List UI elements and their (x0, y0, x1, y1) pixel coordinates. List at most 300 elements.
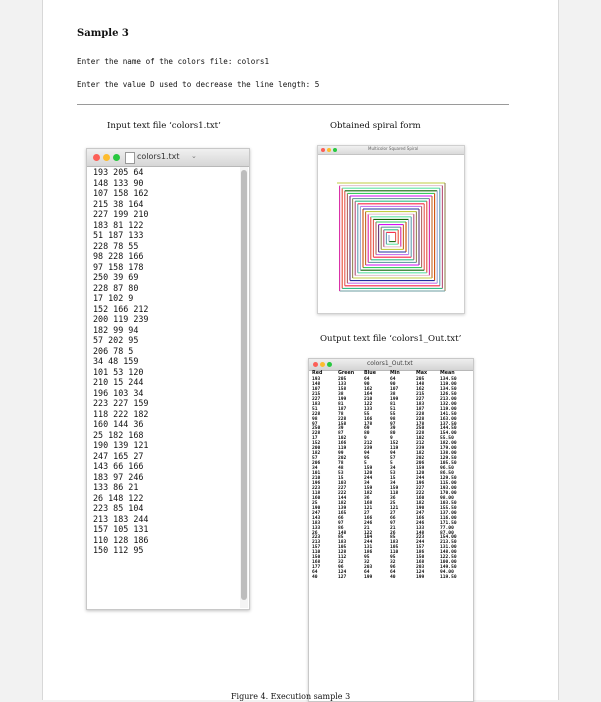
table-cell: 141.50 (440, 411, 457, 417)
table-cell: 119.00 (440, 381, 457, 387)
table-cell: 227 (338, 485, 347, 491)
table-cell: 55.50 (440, 436, 454, 442)
table-cell: 183 (312, 401, 321, 407)
table-cell: 86.50 (440, 471, 454, 477)
table-cell: 133 (312, 525, 321, 531)
table-cell: 247 (416, 510, 425, 516)
table-cell: 168 (364, 500, 373, 506)
file-line: 223 227 159 (93, 398, 149, 408)
table-cell: 40 (390, 575, 396, 581)
table-cell: 119.00 (440, 406, 457, 412)
table-cell: 162 (416, 386, 425, 392)
table-cell: 116.00 (440, 515, 457, 521)
file-line: 182 99 94 (93, 324, 139, 335)
table-cell: 32 (364, 560, 370, 566)
table-cell: 97 (312, 421, 318, 427)
file-line: 183 81 122 (93, 219, 144, 230)
table-cell: 66 (338, 515, 344, 521)
file-line: 152 166 212 (93, 303, 149, 314)
table-cell: 115.00 (440, 480, 457, 486)
table-cell: 55 (390, 411, 396, 417)
minimize-window-button[interactable] (327, 148, 331, 152)
table-cell: 203 (364, 565, 373, 571)
table-cell: 105.50 (440, 461, 457, 467)
table-cell: 193 (312, 376, 321, 382)
table-cell: 78 (338, 461, 344, 467)
table-cell: 120 (416, 471, 425, 477)
column-header: Max (416, 371, 428, 376)
file-line: 210 15 244 (93, 377, 144, 387)
table-cell: 159 (390, 485, 399, 491)
table-cell: 186 (364, 550, 373, 556)
table-cell: 215 (416, 391, 425, 397)
table-cell: 178 (364, 421, 373, 427)
chevron-down-icon[interactable]: ⌄ (191, 152, 197, 160)
file-line: 143 66 166 (93, 461, 144, 471)
table-cell: 152 (312, 441, 321, 447)
table-cell: 96 (338, 565, 344, 571)
table-cell: 124 (338, 570, 347, 576)
table-cell: 101 (312, 471, 321, 477)
table-cell: 193.00 (440, 485, 457, 491)
table-cell: 186 (416, 550, 425, 556)
table-cell: 223 (416, 535, 425, 541)
table-cell: 131.00 (440, 545, 457, 551)
file-line: 148 133 90 (93, 177, 144, 188)
prompt-line-decrease-value: Enter the value D used to decrease the line length: 5 (77, 80, 320, 89)
output-window-title: colors1_Out.txt (367, 360, 413, 367)
table-cell: 32 (338, 560, 344, 566)
file-line: 183 97 246 (93, 471, 144, 482)
table-cell: 121 (390, 505, 399, 511)
file-line: 25 182 168 (93, 429, 144, 440)
table-cell: 112 (338, 555, 347, 561)
table-cell: 158 (338, 421, 347, 427)
table-cell: 206 (312, 461, 321, 467)
input-file-window (86, 148, 250, 610)
output-window-titlebar (309, 359, 473, 371)
close-window-button[interactable] (93, 154, 100, 161)
table-cell: 244 (416, 540, 425, 546)
table-cell: 166 (416, 515, 425, 521)
table-cell: 81 (338, 401, 344, 407)
table-cell: 32 (390, 560, 396, 566)
file-line: 17 102 9 (93, 293, 134, 303)
table-cell: 163.00 (440, 416, 457, 422)
table-cell: 199 (364, 575, 373, 581)
table-cell: 196 (416, 480, 425, 486)
table-cell: 121 (364, 505, 373, 511)
table-cell: 39 (338, 426, 344, 432)
table-cell: 80 (364, 431, 370, 437)
table-cell: 129.50 (440, 456, 457, 462)
table-cell: 132.00 (440, 401, 457, 407)
table-cell: 223 (312, 485, 321, 491)
table-cell: 246 (416, 520, 425, 526)
table-cell: 51 (312, 406, 318, 412)
zoom-window-button[interactable] (113, 154, 120, 161)
table-cell: 57 (390, 456, 396, 462)
table-cell: 139 (338, 505, 347, 511)
file-line: 228 78 55 (93, 240, 139, 251)
column-header: Mean (440, 371, 455, 376)
table-cell: 131 (364, 545, 373, 551)
table-cell: 206 (416, 461, 425, 467)
table-cell: 179.00 (440, 446, 457, 452)
table-cell: 244 (364, 540, 373, 546)
input-window-title: colors1.txt (137, 152, 180, 161)
table-cell: 183 (338, 540, 347, 546)
table-cell: 55 (364, 411, 370, 417)
spiral-window-titlebar (318, 146, 464, 155)
table-cell: 244 (364, 476, 373, 482)
table-cell: 34 (364, 480, 370, 486)
table-cell: 157 (312, 545, 321, 551)
column-header: Min (390, 371, 400, 376)
table-cell: 199 (338, 396, 347, 402)
sample-title: Sample 3 (77, 28, 129, 39)
table-cell: 94 (390, 451, 396, 457)
table-cell: 190 (312, 505, 321, 511)
heading-input-file: Input text file ‘colors1.txt’ (107, 121, 221, 131)
file-line: 107 158 162 (93, 188, 149, 198)
table-cell: 154.00 (440, 431, 457, 437)
table-cell: 87.00 (440, 530, 454, 536)
table-cell: 25 (390, 500, 396, 506)
table-cell: 119 (338, 446, 347, 452)
table-cell: 187 (338, 406, 347, 412)
document-page (42, 0, 559, 700)
table-cell: 137.50 (440, 421, 457, 427)
table-cell: 34 (390, 480, 396, 486)
table-cell: 21 (364, 525, 370, 531)
table-cell: 203 (416, 565, 425, 571)
table-cell: 98 (390, 416, 396, 422)
table-cell: 228 (312, 411, 321, 417)
table-cell: 118 (312, 490, 321, 496)
file-line: 26 148 122 (93, 492, 144, 503)
table-cell: 102 (416, 436, 425, 442)
table-cell: 57 (312, 456, 318, 462)
file-line: 215 38 164 (93, 198, 144, 209)
table-cell: 182 (416, 451, 425, 457)
table-cell: 210 (312, 476, 321, 482)
table-cell: 122.50 (440, 555, 457, 561)
table-cell: 157 (416, 545, 425, 551)
table-cell: 26 (390, 530, 396, 536)
table-cell: 64 (364, 376, 370, 382)
table-cell: 21 (390, 525, 396, 531)
table-cell: 53 (390, 471, 396, 477)
table-cell: 48 (338, 466, 344, 472)
table-cell: 250 (416, 426, 425, 432)
table-cell: 228 (416, 411, 425, 417)
table-cell: 15 (338, 476, 344, 482)
table-cell: 36 (390, 495, 396, 501)
file-line: 247 165 27 (93, 450, 144, 461)
table-cell: 66 (390, 515, 396, 521)
table-cell: 182 (312, 451, 321, 457)
table-cell: 94 (364, 451, 370, 457)
document-icon (125, 152, 135, 164)
table-cell: 133 (364, 406, 373, 412)
table-cell: 159 (416, 466, 425, 472)
table-cell: 205 (338, 376, 347, 382)
table-cell: 228 (416, 416, 425, 422)
table-cell: 158 (338, 386, 347, 392)
table-cell: 80 (390, 431, 396, 437)
output-table (312, 372, 466, 581)
table-cell: 119.50 (440, 575, 457, 581)
table-cell: 122 (364, 401, 373, 407)
table-cell: 126.50 (440, 391, 457, 397)
table-cell: 15 (390, 476, 396, 482)
table-cell: 87 (338, 431, 344, 437)
table-cell: 212 (416, 441, 425, 447)
table-cell: 222 (338, 490, 347, 496)
prompt-line-colors-file: Enter the name of the colors file: colors1 (77, 57, 270, 66)
table-cell: 183 (312, 520, 321, 526)
table-cell: 118 (390, 490, 399, 496)
heading-output-file: Output text file ‘colors1_Out.txt’ (320, 334, 462, 344)
table-cell: 168 (312, 560, 321, 566)
table-cell: 127 (338, 575, 347, 581)
table-cell: 81 (390, 401, 396, 407)
table-cell: 27 (390, 510, 396, 516)
table-cell: 227 (312, 396, 321, 402)
table-cell: 166 (364, 416, 373, 422)
table-cell: 246 (364, 520, 373, 526)
table-cell: 105 (338, 545, 347, 551)
table-cell: 202 (416, 456, 425, 462)
table-cell: 64 (312, 570, 318, 576)
table-cell: 223 (312, 535, 321, 541)
table-cell: 133 (338, 381, 347, 387)
close-window-button[interactable] (313, 362, 318, 367)
table-cell: 95 (364, 555, 370, 561)
table-cell: 155.50 (440, 505, 457, 511)
file-line: 34 48 159 (93, 356, 139, 366)
figure-caption: Figure 4. Execution sample 3 (231, 692, 351, 701)
table-cell: 166 (364, 515, 373, 521)
table-cell: 5 (364, 461, 367, 467)
table-cell: 77.00 (440, 525, 454, 531)
table-cell: 199 (390, 396, 399, 402)
table-cell: 97 (338, 520, 344, 526)
table-cell: 222 (416, 490, 425, 496)
table-cell: 213.50 (440, 540, 457, 546)
table-cell: 244 (416, 476, 425, 482)
file-line: 193 205 64 (93, 167, 144, 177)
file-line: 213 183 244 (93, 513, 149, 524)
table-cell: 69 (364, 426, 370, 432)
table-cell: 105 (390, 545, 399, 551)
input-window-titlebar (87, 149, 249, 167)
table-cell: 64 (364, 570, 370, 576)
heading-spiral: Obtained spiral form (330, 121, 421, 131)
table-cell: 119 (390, 446, 399, 452)
table-cell: 85 (390, 535, 396, 541)
table-cell: 25 (312, 500, 318, 506)
table-cell: 182 (338, 500, 347, 506)
table-cell: 178 (416, 421, 425, 427)
table-cell: 5 (390, 461, 393, 467)
table-cell: 128 (338, 550, 347, 556)
table-cell: 98 (312, 416, 318, 422)
table-cell: 160 (312, 495, 321, 501)
table-cell: 228 (338, 416, 347, 422)
table-cell: 213 (312, 540, 321, 546)
file-line: 206 78 5 (93, 345, 134, 356)
table-cell: 122 (364, 530, 373, 536)
table-cell: 144 (338, 495, 347, 501)
table-cell: 94.00 (440, 570, 454, 576)
table-cell: 98.00 (440, 495, 454, 501)
output-file-window (308, 358, 474, 702)
table-cell: 159 (364, 485, 373, 491)
table-cell: 215 (312, 391, 321, 397)
table-cell: 36 (364, 495, 370, 501)
table-cell: 103.50 (440, 500, 457, 506)
table-cell: 144.50 (440, 426, 457, 432)
table-cell: 250 (312, 426, 321, 432)
file-line: 223 85 104 (93, 503, 144, 513)
table-cell: 143 (312, 515, 321, 521)
close-window-button[interactable] (321, 148, 325, 152)
table-cell: 154.00 (440, 535, 457, 541)
table-cell: 177 (312, 565, 321, 571)
table-cell: 99 (338, 451, 344, 457)
table-cell: 96.50 (440, 466, 454, 472)
file-line: 118 222 182 (93, 408, 149, 419)
table-cell: 227 (416, 396, 425, 402)
table-cell: 159 (364, 466, 373, 472)
file-line: 110 128 186 (93, 534, 149, 545)
table-cell: 228 (312, 431, 321, 437)
table-cell: 78 (338, 411, 344, 417)
table-cell: 148.00 (440, 550, 457, 556)
file-line: 157 105 131 (93, 524, 149, 534)
table-cell: 9 (390, 436, 393, 442)
table-cell: 213.00 (440, 396, 457, 402)
table-cell: 95 (364, 456, 370, 462)
table-cell: 182 (364, 490, 373, 496)
table-cell: 239 (364, 446, 373, 452)
table-cell: 183 (416, 401, 425, 407)
table-cell: 102 (338, 436, 347, 442)
table-cell: 100.00 (440, 560, 457, 566)
table-cell: 187 (416, 406, 425, 412)
table-cell: 124 (416, 570, 425, 576)
table-cell: 90 (364, 381, 370, 387)
table-cell: 97 (390, 520, 396, 526)
table-cell: 239 (416, 446, 425, 452)
table-cell: 148 (338, 530, 347, 536)
table-cell: 152 (390, 441, 399, 447)
column-header: Blue (364, 371, 376, 376)
table-cell: 182 (416, 500, 425, 506)
table-cell: 107 (390, 386, 399, 392)
table-cell: 34 (312, 466, 318, 472)
table-cell: 90 (390, 381, 396, 387)
table-cell: 202 (338, 456, 347, 462)
table-cell: 40 (312, 575, 318, 581)
table-cell: 183 (390, 540, 399, 546)
zoom-window-button[interactable] (327, 362, 332, 367)
table-cell: 165 (338, 510, 347, 516)
table-cell: 51 (390, 406, 396, 412)
file-line: 160 144 36 (93, 419, 144, 429)
file-line: 57 202 95 (93, 335, 139, 345)
table-cell: 110 (390, 550, 399, 556)
table-cell: 200 (312, 446, 321, 452)
table-cell: 133 (416, 525, 425, 531)
input-file-content[interactable] (93, 167, 233, 556)
table-cell: 148 (416, 381, 425, 387)
table-cell: 148 (312, 381, 321, 387)
file-line: 227 199 210 (93, 209, 149, 219)
table-cell: 64 (390, 376, 396, 382)
table-cell: 149.50 (440, 565, 457, 571)
table-cell: 27 (364, 510, 370, 516)
table-cell: 148 (416, 530, 425, 536)
table-cell: 134.50 (440, 386, 457, 392)
table-cell: 129.50 (440, 476, 457, 482)
table-cell: 97 (390, 421, 396, 427)
table-cell: 210 (364, 396, 373, 402)
table-cell: 38 (338, 391, 344, 397)
table-cell: 137.00 (440, 510, 457, 516)
input-window-scrollbar[interactable] (240, 167, 248, 608)
table-cell: 138.00 (440, 451, 457, 457)
table-cell: 166 (338, 441, 347, 447)
minimize-window-button[interactable] (320, 362, 325, 367)
table-cell: 53 (338, 471, 344, 477)
table-cell: 39 (390, 426, 396, 432)
column-header: Green (338, 371, 355, 376)
file-line: 98 228 166 (93, 251, 144, 261)
table-cell: 160 (416, 495, 425, 501)
table-cell: 86 (338, 525, 344, 531)
table-cell: 164 (364, 391, 373, 397)
minimize-window-button[interactable] (103, 154, 110, 161)
table-cell: 247 (312, 510, 321, 516)
table-cell: 199 (416, 575, 425, 581)
table-cell: 205 (416, 376, 425, 382)
table-cell: 190 (416, 505, 425, 511)
spiral-window (317, 145, 465, 314)
table-cell: 103 (338, 480, 347, 486)
table-cell: 95 (390, 555, 396, 561)
column-header: Red (312, 371, 323, 376)
file-line: 250 39 69 (93, 272, 139, 282)
table-cell: 110 (312, 550, 321, 556)
table-cell: 134.50 (440, 376, 457, 382)
spiral-canvas (318, 155, 464, 312)
table-cell: 196 (312, 480, 321, 486)
table-cell: 120 (364, 471, 373, 477)
zoom-window-button[interactable] (333, 148, 337, 152)
scrollbar-thumb[interactable] (241, 170, 247, 600)
table-cell: 17 (312, 436, 318, 442)
table-cell: 227 (416, 485, 425, 491)
table-cell: 150 (416, 555, 425, 561)
table-cell: 34 (390, 466, 396, 472)
file-line: 97 158 178 (93, 261, 144, 272)
table-cell: 171.50 (440, 520, 457, 526)
divider (77, 104, 509, 105)
file-line: 200 119 239 (93, 314, 149, 324)
